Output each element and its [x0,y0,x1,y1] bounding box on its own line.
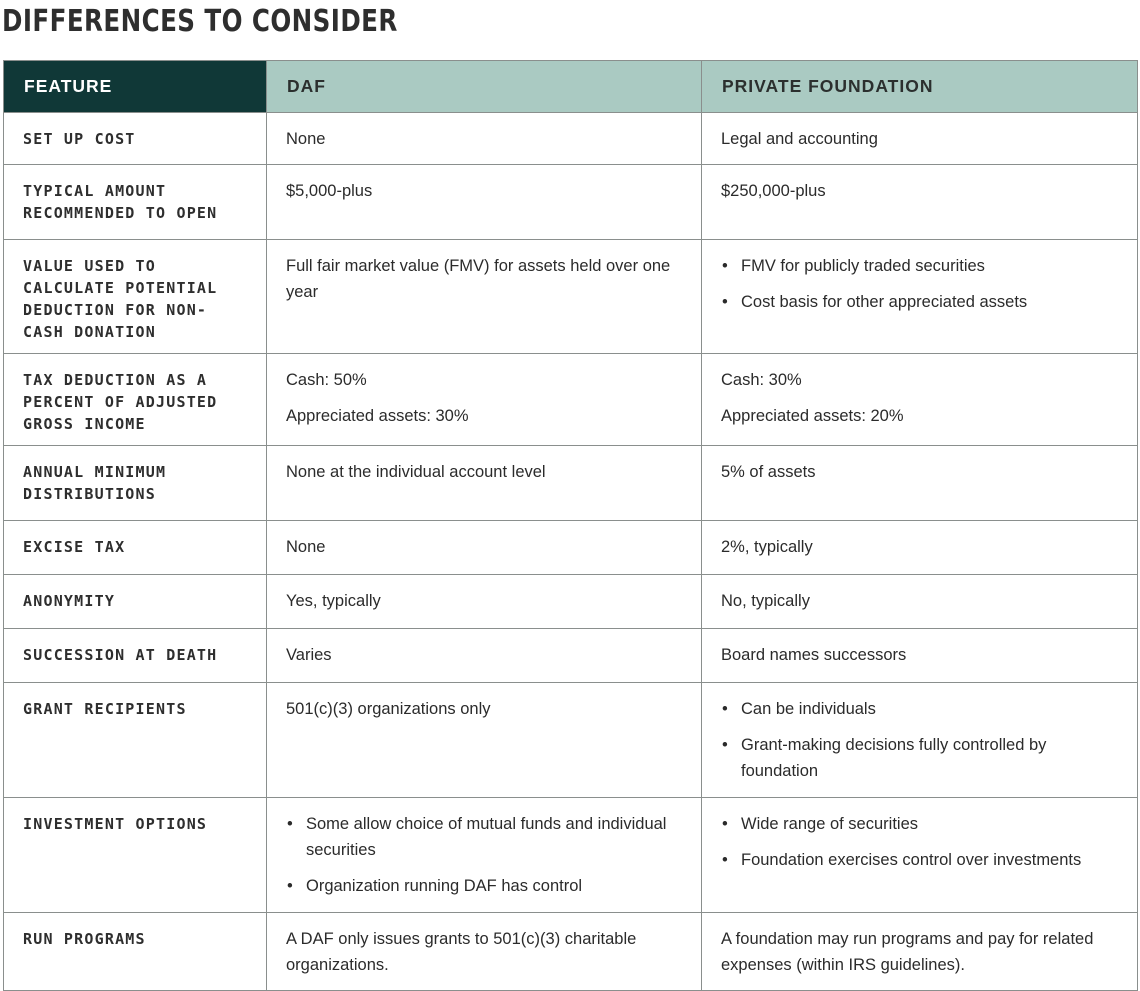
cell-text: A DAF only issues grants to 501(c)(3) charitable organizations. [286,930,637,974]
private-foundation-cell [702,575,1138,629]
daf-cell [267,798,702,913]
table-row [4,575,1138,629]
feature-cell: TAX DEDUCTION AS A PERCENT OF ADJUSTED GROSS INCOME [4,354,267,446]
cell-text: None [286,130,326,148]
cell-text: None [286,538,326,556]
bullet-item: • Some allow choice of mutual funds and individual securities [286,811,681,863]
bullet-item: • Can be individuals [721,696,1117,722]
table-header-row [4,61,1138,113]
cell-text: $5,000-plus [286,182,373,200]
daf-column-header: DAF [267,61,702,113]
feature-cell: ANONYMITY [4,575,267,629]
feature-cell: EXCISE TAX [4,521,267,575]
table-row [4,913,1138,991]
feature-cell: SUCCESSION AT DEATH [4,629,267,683]
bullet-item: • Wide range of securities [721,811,1117,837]
table-row [4,683,1138,798]
table-row [4,165,1138,240]
private-foundation-cell [702,240,1138,354]
cell-text: None at the individual account level [286,463,546,481]
cell-text: A foundation may run programs and pay for related expenses (within IRS guidelines). [721,930,1094,974]
private-foundation-cell [702,521,1138,575]
cell-text: Board names successors [721,646,907,664]
daf-cell [267,683,702,798]
cell-text: 501(c)(3) organizations only [286,700,491,718]
table-row [4,113,1138,165]
cell-text: Appreciated assets: 20% [721,407,904,425]
private-foundation-cell [702,354,1138,446]
feature-cell: ANNUAL MINIMUM DISTRIBUTIONS [4,446,267,521]
daf-cell [267,240,702,354]
daf-cell [267,521,702,575]
table-row [4,798,1138,913]
private-foundation-cell [702,165,1138,240]
daf-cell [267,913,702,991]
private-foundation-cell [702,683,1138,798]
cell-text: Appreciated assets: 30% [286,407,469,425]
cell-text: No, typically [721,592,810,610]
table-row [4,446,1138,521]
table-body [4,113,1138,991]
daf-cell [267,113,702,165]
bullet-list [286,811,681,899]
cell-text: Yes, typically [286,592,381,610]
bullet-item: • Organization running DAF has control [286,873,681,899]
table-row [4,354,1138,446]
private-foundation-cell [702,913,1138,991]
private-foundation-cell [702,446,1138,521]
feature-cell: VALUE USED TO CALCULATE POTENTIAL DEDUCTION FOR NON-CASH DONATION [4,240,267,354]
bullet-list [721,696,1117,784]
bullet-item: • Grant-making decisions fully controlled by foundation [721,732,1117,784]
feature-cell: GRANT RECIPIENTS [4,683,267,798]
daf-cell [267,354,702,446]
bullet-item: • Cost basis for other appreciated assets [721,289,1117,315]
cell-text: Legal and accounting [721,130,878,148]
cell-text: Varies [286,646,332,664]
bullet-item: • Foundation exercises control over investments [721,847,1117,873]
cell-text: 5% of assets [721,463,816,481]
cell-text: Full fair market value (FMV) for assets held over one year [286,257,671,301]
page-title: DIFFERENCES TO CONSIDER [2,4,398,39]
cell-text: Cash: 30% [721,371,802,389]
comparison-table [3,60,1138,991]
bullet-item: • FMV for publicly traded securities [721,253,1117,279]
daf-cell [267,575,702,629]
private-foundation-cell [702,629,1138,683]
table-row [4,240,1138,354]
private-foundation-cell [702,113,1138,165]
feature-cell: RUN PROGRAMS [4,913,267,991]
private-foundation-cell [702,798,1138,913]
daf-cell [267,446,702,521]
table-row [4,521,1138,575]
table-row [4,629,1138,683]
daf-cell [267,629,702,683]
cell-text: $250,000-plus [721,182,826,200]
daf-cell [267,165,702,240]
bullet-list [721,811,1117,873]
private-foundation-column-header: PRIVATE FOUNDATION [702,61,1138,113]
cell-text: Cash: 50% [286,371,367,389]
bullet-list [721,253,1117,315]
feature-cell: INVESTMENT OPTIONS [4,798,267,913]
feature-cell: TYPICAL AMOUNT RECOMMENDED TO OPEN [4,165,267,240]
feature-column-header: FEATURE [4,61,267,113]
cell-text: 2%, typically [721,538,813,556]
feature-cell: SET UP COST [4,113,267,165]
